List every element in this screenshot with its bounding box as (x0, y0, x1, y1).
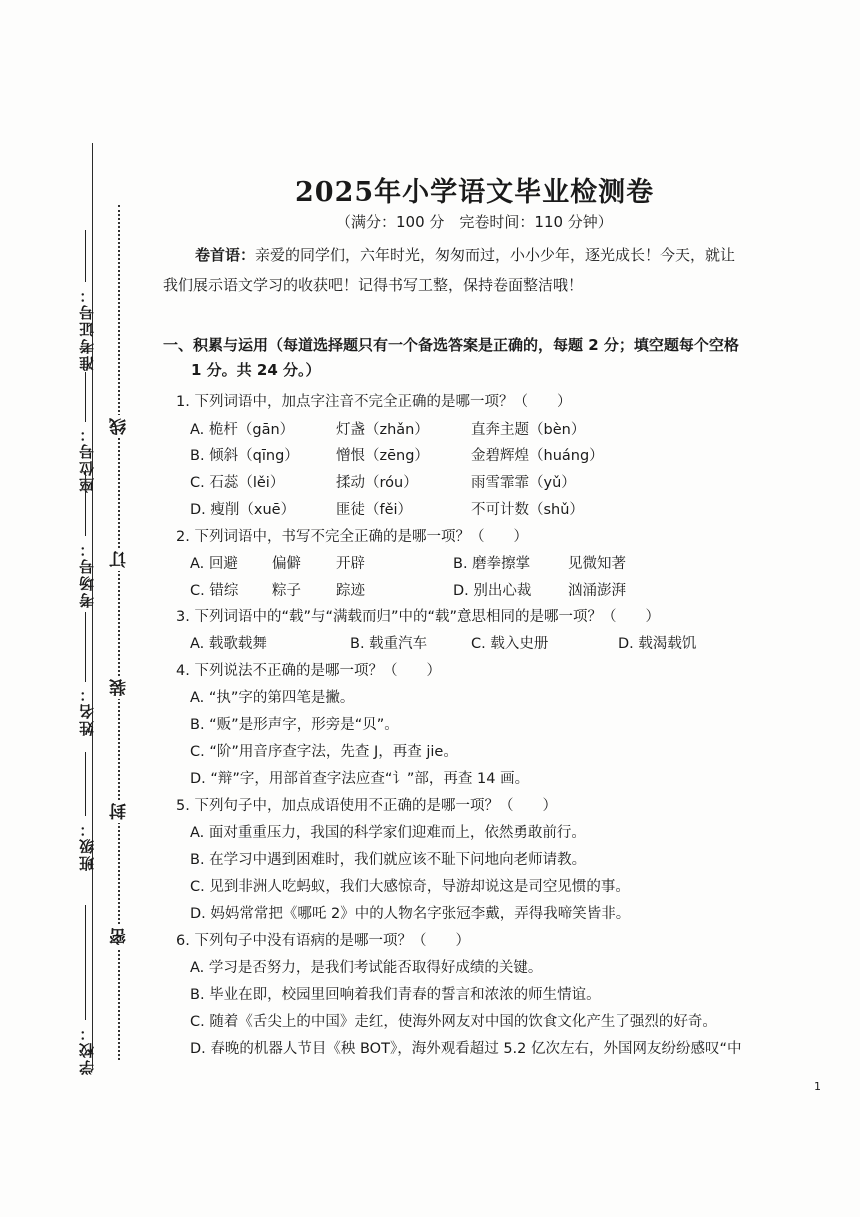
exam-info: （满分：100 分 完卷时间：110 分钟） (336, 213, 613, 231)
question-1-stem: 1. 下列词语中，加点字注音不完全正确的是哪一项？（ ） (176, 394, 572, 410)
q4-option-a[interactable]: A. “执”字的第四笔是撇。 (190, 690, 355, 706)
intro-line-2: 我们展示语文学习的收获吧！记得书写工整，保持卷面整洁哦！ (163, 276, 584, 294)
label-exam-number: 准考证号： (78, 286, 96, 371)
q2-option-b-2: 见微知著 (568, 556, 626, 572)
field-name[interactable] (85, 612, 86, 682)
q1-option-b-1[interactable]: B. 倾斜（qīng） (190, 448, 299, 464)
question-3-stem: 3. 下列词语中的“载”与“满载而归”中的“载”意思相同的是哪一项？（ ） (176, 609, 661, 625)
q1-option-a-2: 灯盏（zhǎn） (336, 422, 429, 438)
label-name: 姓名： (78, 685, 96, 736)
q2-option-a-3: 开辟 (336, 556, 365, 572)
q2-option-a-1[interactable]: A. 回避 (190, 556, 238, 572)
intro-label: 卷首语： (195, 246, 256, 264)
q1-option-a-1[interactable]: A. 桅杆（gān） (190, 422, 295, 438)
seal-feng: 封 (107, 800, 132, 823)
q5-option-c[interactable]: C. 见到非洲人吃蚂蚁，我们大感惊奇，导游却说这是司空见惯的事。 (190, 879, 630, 895)
label-exam-room: 考场号： (78, 540, 96, 608)
intro-line-1 (195, 244, 735, 265)
label-class: 班级： (78, 820, 96, 871)
q2-option-b-1[interactable]: B. 磨拳擦掌 (453, 556, 531, 572)
q5-option-b[interactable]: B. 在学习中遇到困难时，我们就应该不耻下问地向老师请教。 (190, 852, 587, 868)
q2-option-d-2: 汹涌澎湃 (568, 583, 626, 599)
q1-option-c-3: 雨雪霏霏（yǔ） (471, 475, 576, 491)
question-5-stem: 5. 下列句子中，加点成语使用不正确的是哪一项？（ ） (176, 798, 557, 814)
q1-option-d-2: 匪徒（fěi） (336, 502, 413, 518)
q4-option-c[interactable]: C. “阶”用音序查字法，先查 J，再查 jie。 (190, 744, 458, 760)
q6-option-a[interactable]: A. 学习是否努力，是我们考试能否取得好成绩的关键。 (190, 960, 543, 976)
q1-option-c-1[interactable]: C. 石蕊（lěi） (190, 475, 285, 491)
q1-option-b-3: 金碧辉煌（huáng） (471, 448, 604, 464)
field-school[interactable] (85, 905, 86, 1020)
seal-xian: 线 (107, 415, 132, 438)
section-heading-line-1: 一、积累与运用（每道选择题只有一个备选答案是正确的，每题 2 分；填空题每个空格 (163, 336, 739, 354)
label-seat-number: 座位号： (78, 425, 96, 493)
q3-option-c[interactable]: C. 载入史册 (471, 636, 549, 652)
q2-option-d-1[interactable]: D. 别出心裁 (453, 583, 532, 599)
q6-option-c[interactable]: C. 随着《舌尖上的中国》走红，使海外网友对中国的饮食文化产生了强烈的好奇。 (190, 1014, 717, 1030)
field-exam-number[interactable] (85, 230, 86, 282)
page-number: 1 (814, 1080, 821, 1093)
field-seat-number[interactable] (85, 372, 86, 422)
section-heading (163, 333, 773, 383)
q5-option-a[interactable]: A. 面对重重压力，我国的科学家们迎难而上，依然勇敢前行。 (190, 825, 586, 841)
seal-mi: 密 (107, 925, 132, 948)
q3-option-b[interactable]: B. 载重汽车 (350, 636, 428, 652)
question-2-stem: 2. 下列词语中，书写不完全正确的是哪一项？（ ） (176, 529, 528, 545)
label-school: 学校： (78, 1024, 96, 1075)
q1-option-b-2: 憎恨（zēng） (336, 448, 429, 464)
q1-option-a-3: 直奔主题（bèn） (471, 422, 586, 438)
question-6-stem: 6. 下列句子中没有语病的是哪一项？（ ） (176, 933, 470, 949)
q2-option-c-2: 粽子 (272, 583, 301, 599)
q1-option-d-3: 不可计数（shǔ） (471, 502, 584, 518)
q2-option-a-2: 偏僻 (272, 556, 301, 572)
q2-option-c-1[interactable]: C. 错综 (190, 583, 239, 599)
question-4-stem: 4. 下列说法不正确的是哪一项？（ ） (176, 663, 441, 679)
field-class[interactable] (85, 752, 86, 816)
seal-ding: 订 (107, 548, 132, 571)
q3-option-a[interactable]: A. 载歌载舞 (190, 636, 267, 652)
q6-option-d[interactable]: D. 春晚的机器人节目《秧 BOT》，海外观看超过 5.2 亿次左右，外国网友纷纷感叹“中 (190, 1041, 742, 1057)
q3-option-d[interactable]: D. 载渴载饥 (618, 636, 697, 652)
q5-option-d[interactable]: D. 妈妈常常把《哪吒 2》中的人物名字张冠李戴，弄得我啼笑皆非。 (190, 906, 631, 922)
q2-option-c-3: 踪迹 (336, 583, 365, 599)
q4-option-b[interactable]: B. “贩”是形声字，形旁是“贝”。 (190, 717, 399, 733)
section-heading-line-2: 1 分。共 24 分。） (191, 361, 321, 379)
seal-zhuang: 装 (107, 676, 132, 699)
q6-option-b[interactable]: B. 毕业在即，校园里回响着我们青春的誓言和浓浓的师生情谊。 (190, 987, 601, 1003)
q4-option-d[interactable]: D. “辩”字，用部首查字法应查“讠”部，再查 14 画。 (190, 771, 530, 787)
q1-option-c-2: 揉动（róu） (336, 475, 418, 491)
intro-text-1: 亲爱的同学们，六年时光，匆匆而过，小小少年，逐光成长！今天，就让 (255, 246, 736, 264)
page-title: 2025年小学语文毕业检测卷 (295, 177, 655, 208)
field-exam-room[interactable] (85, 470, 86, 536)
q1-option-d-1[interactable]: D. 瘦削（xuē） (190, 502, 296, 518)
